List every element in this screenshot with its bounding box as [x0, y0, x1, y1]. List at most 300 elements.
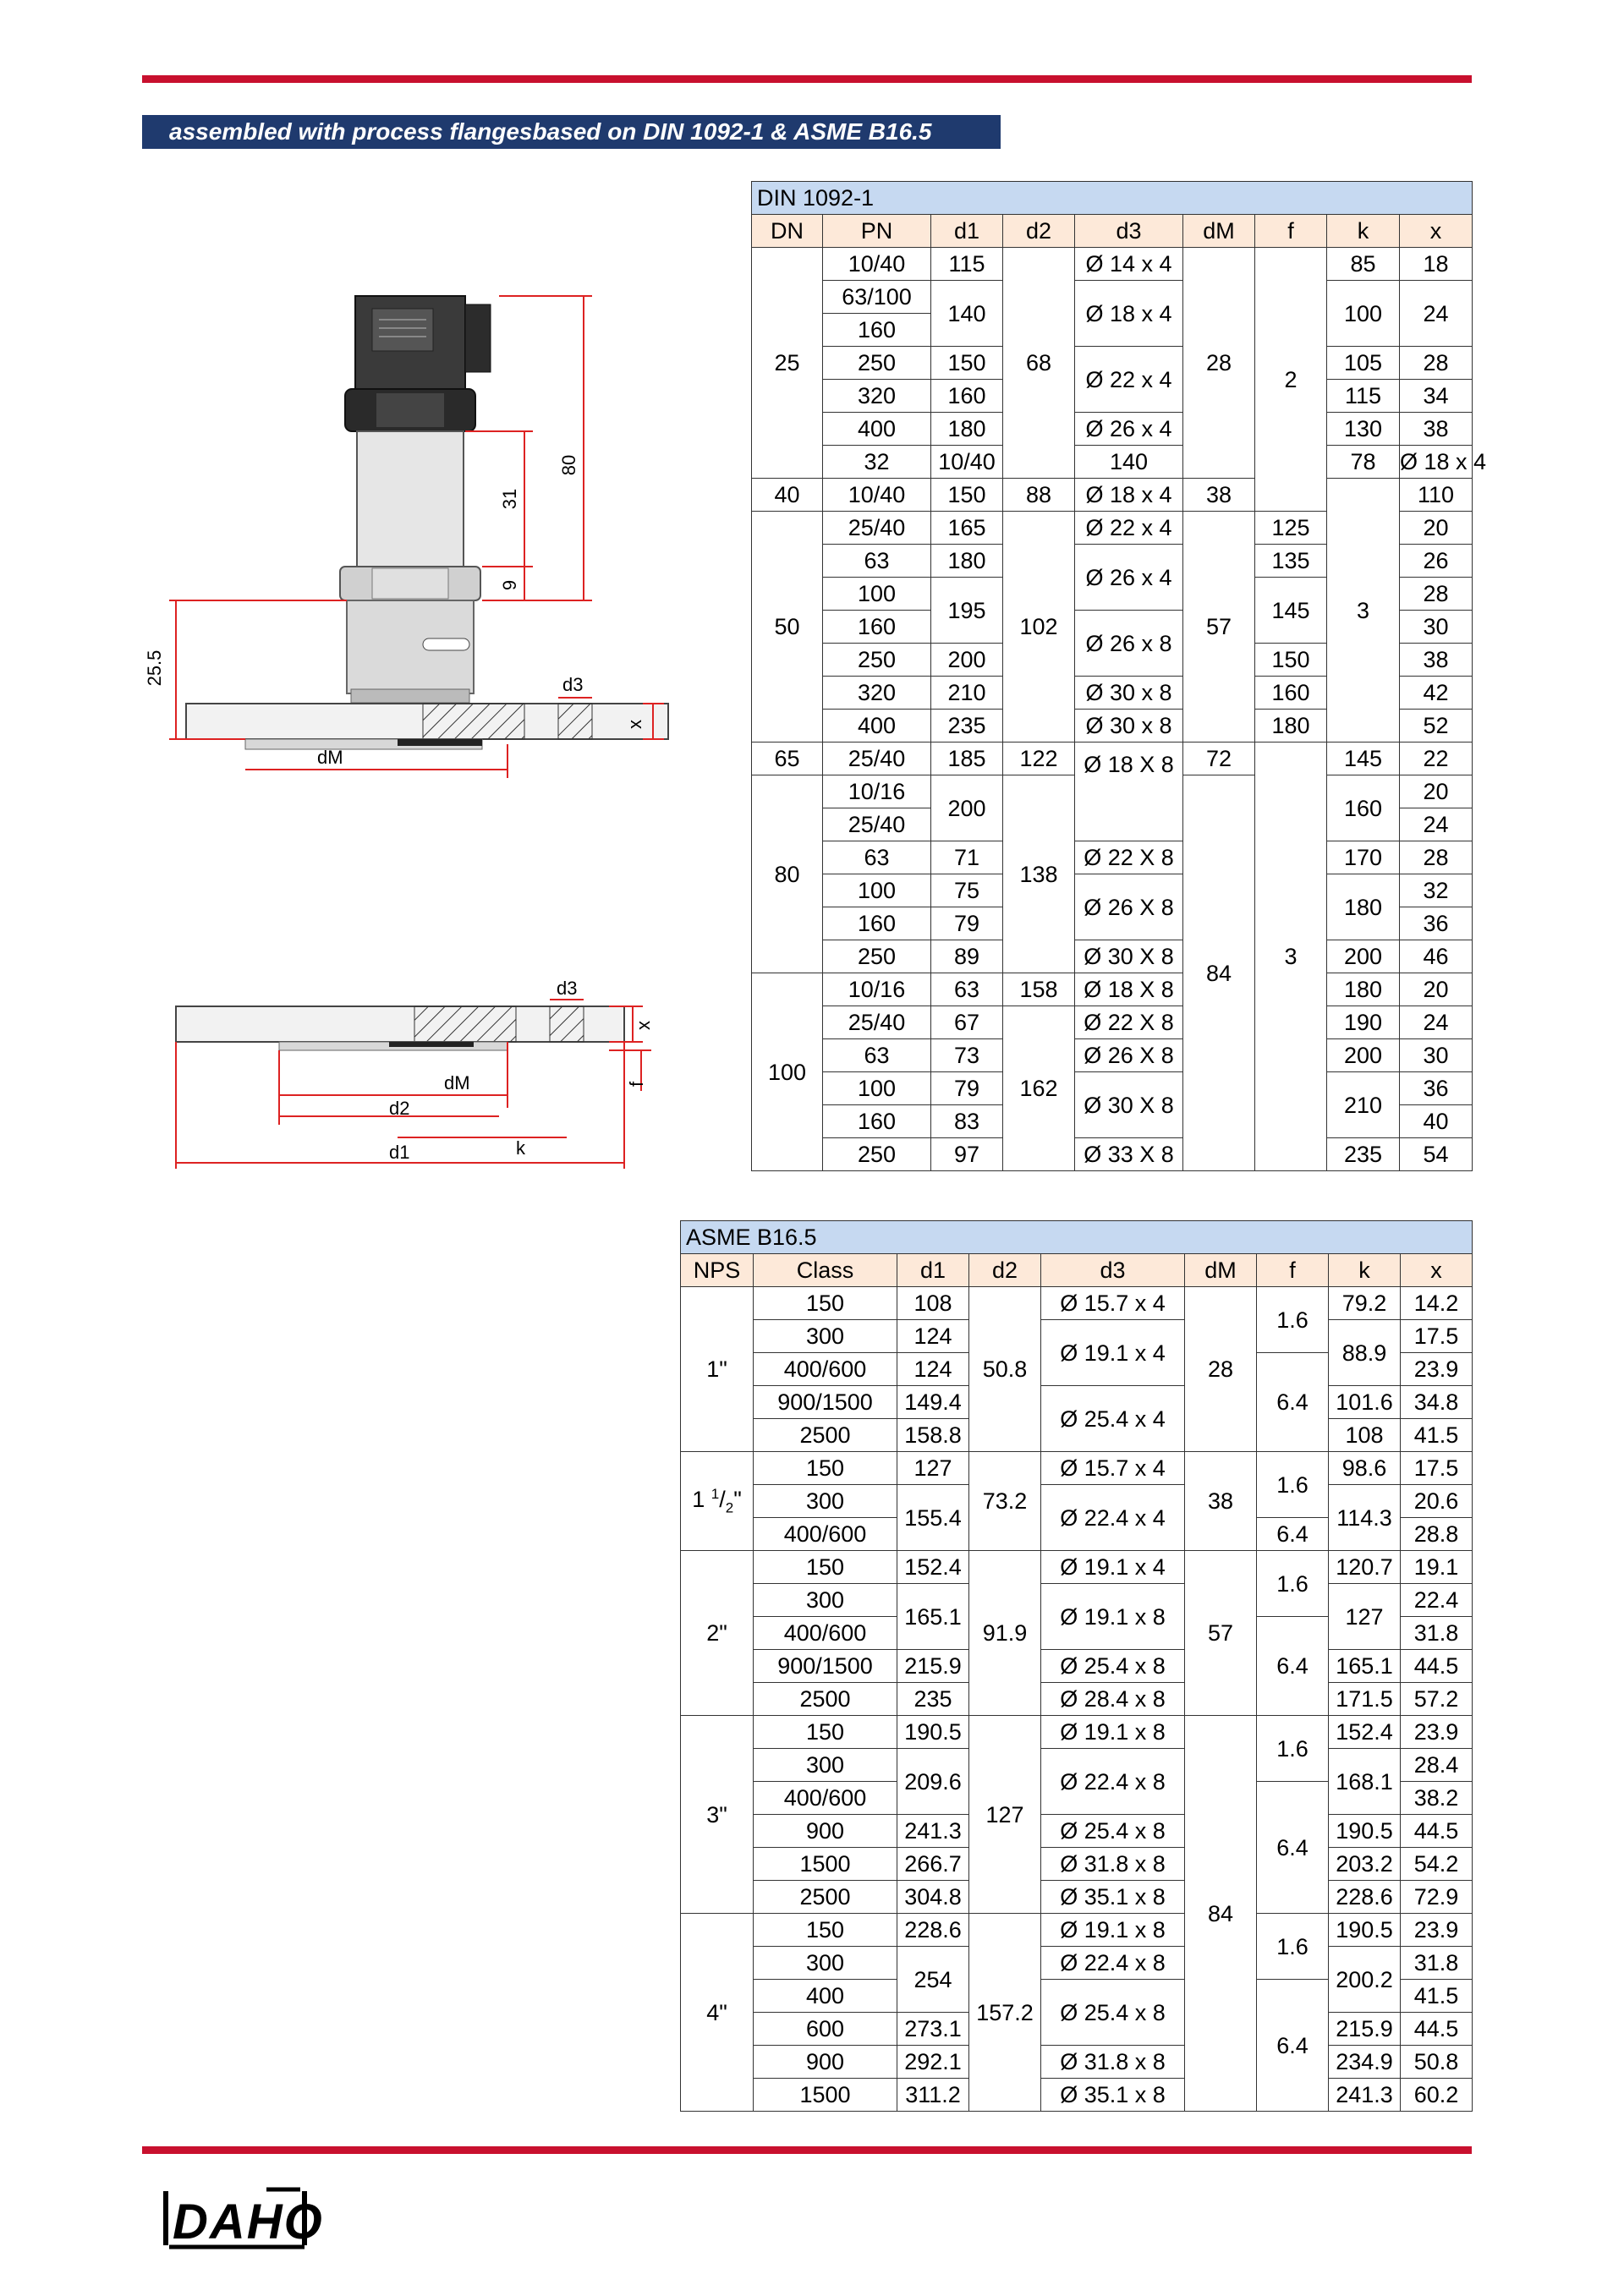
table-cell: 127: [1329, 1584, 1401, 1650]
table-cell: 122: [1003, 743, 1075, 775]
table-cell: 3: [1255, 743, 1327, 1171]
din-1092-table: [751, 181, 1487, 1171]
table-cell: 311.2: [897, 2079, 969, 2112]
table-cell: 83: [931, 1105, 1003, 1138]
nps-den: 2: [725, 1499, 734, 1516]
table-cell: 41.5: [1401, 1419, 1473, 1452]
table-cell: Ø 26 X 8: [1075, 1039, 1183, 1072]
asme-header-x: x: [1401, 1254, 1473, 1287]
table-cell: 2500: [754, 1419, 897, 1452]
bottom-red-rule: [142, 2146, 1472, 2154]
table-cell: 23.9: [1401, 1914, 1473, 1947]
table-cell: 80: [752, 775, 823, 973]
table-cell: 100: [823, 578, 931, 611]
asme-header-d1: d1: [897, 1254, 969, 1287]
daho-logo: [161, 2184, 324, 2252]
table-cell: 150: [931, 479, 1003, 512]
table-cell: 20.6: [1401, 1485, 1473, 1518]
table-cell: 38: [1185, 1452, 1257, 1551]
table-cell: Ø 25.4 x 4: [1041, 1386, 1185, 1452]
table-cell: 32: [1400, 874, 1473, 907]
table-cell: 120.7: [1329, 1551, 1401, 1584]
table-cell: 24: [1400, 1006, 1473, 1039]
table-cell: Ø 22.4 x 4: [1041, 1485, 1185, 1551]
table-cell: 32: [823, 446, 931, 479]
table-cell: 300: [754, 1584, 897, 1617]
table-cell: Ø 19.1 x 4: [1041, 1320, 1185, 1386]
table-cell: 127: [969, 1716, 1041, 1914]
logo-text: DAHO: [173, 2195, 324, 2249]
table-cell: 17.5: [1401, 1452, 1473, 1485]
table-cell: 100: [823, 874, 931, 907]
table-cell: 300: [754, 1947, 897, 1980]
din-header-d1: d1: [931, 215, 1003, 248]
din-header-k: k: [1327, 215, 1400, 248]
table-cell: 900/1500: [754, 1650, 897, 1683]
table-cell: 1500: [754, 1848, 897, 1881]
table-cell: Ø 22 x 4: [1075, 512, 1183, 545]
din-header-f: f: [1255, 215, 1327, 248]
table-cell: 110: [1400, 479, 1473, 512]
table-cell: 20: [1400, 775, 1473, 808]
table-cell: 158: [1003, 973, 1075, 1006]
table-cell: 140: [931, 281, 1003, 347]
table-cell: 135: [1255, 545, 1327, 578]
table-cell: 88: [1003, 479, 1075, 512]
din-header-d3: d3: [1075, 215, 1183, 248]
d3-label-2: d3: [557, 978, 578, 999]
table-cell: 63: [931, 973, 1003, 1006]
table-cell: 34: [1400, 380, 1473, 413]
table-cell: 160: [823, 1105, 931, 1138]
table-cell: 215.9: [1329, 2013, 1401, 2046]
table-cell: Ø 30 x 8: [1075, 677, 1183, 710]
asme-header-d2: d2: [969, 1254, 1041, 1287]
table-cell: 165.1: [1329, 1650, 1401, 1683]
table-cell: 190.5: [1329, 1815, 1401, 1848]
table-cell: 84: [1185, 1716, 1257, 2112]
table-cell: 78: [1327, 446, 1400, 479]
table-cell: 25/40: [823, 808, 931, 841]
table-cell: 17.5: [1401, 1320, 1473, 1353]
table-cell: 10/40: [823, 479, 931, 512]
table-cell: 400: [754, 1980, 897, 2013]
table-cell: 235: [897, 1683, 969, 1716]
table-cell: Ø 22.4 x 8: [1041, 1749, 1185, 1815]
table-cell: Ø 26 x 4: [1075, 413, 1183, 446]
table-cell: 400/600: [754, 1518, 897, 1551]
table-cell: 200: [1327, 940, 1400, 973]
table-cell: 900: [754, 1815, 897, 1848]
table-cell: 165: [931, 512, 1003, 545]
table-cell: 150: [754, 1914, 897, 1947]
table-cell: 79.2: [1329, 1287, 1401, 1320]
table-cell: 160: [1327, 775, 1400, 841]
table-cell: 40: [752, 479, 823, 512]
table-cell: 101.6: [1329, 1386, 1401, 1419]
table-cell: 28.8: [1401, 1518, 1473, 1551]
table-cell: 400: [823, 413, 931, 446]
table-cell: Ø 22 x 4: [1075, 347, 1183, 413]
table-cell: 22.4: [1401, 1584, 1473, 1617]
k-label: k: [516, 1137, 525, 1159]
table-cell: 250: [823, 1138, 931, 1171]
table-cell: 210: [1327, 1072, 1400, 1138]
nps-whole: 1: [692, 1486, 711, 1512]
table-cell: 168.1: [1329, 1749, 1401, 1815]
table-cell: 320: [823, 677, 931, 710]
table-cell: 23.9: [1401, 1716, 1473, 1749]
table-cell: 6.4: [1257, 1518, 1329, 1551]
table-cell: 3": [681, 1716, 754, 1914]
table-cell: Ø 33 X 8: [1075, 1138, 1183, 1171]
table-cell: 1.6: [1257, 1716, 1329, 1782]
table-cell: 185: [931, 743, 1003, 775]
table-cell: 3: [1327, 479, 1400, 743]
table-cell: 100: [823, 1072, 931, 1105]
dm-label-2: dM: [444, 1072, 470, 1093]
table-cell: 40: [1400, 1105, 1473, 1138]
table-cell: 38: [1400, 644, 1473, 677]
table-cell: Ø 19.1 x 8: [1041, 1716, 1185, 1749]
table-cell: 160: [931, 380, 1003, 413]
table-cell: 180: [931, 545, 1003, 578]
table-cell: 400/600: [754, 1353, 897, 1386]
table-cell: 6.4: [1257, 1617, 1329, 1716]
table-cell: 215.9: [897, 1650, 969, 1683]
table-cell: 57: [1183, 512, 1255, 743]
asme-header-d3: d3: [1041, 1254, 1185, 1287]
table-cell: 65: [752, 743, 823, 775]
table-cell: 145: [1327, 743, 1400, 775]
table-cell: 300: [754, 1485, 897, 1518]
table-cell: 190.5: [1329, 1914, 1401, 1947]
table-cell: 165.1: [897, 1584, 969, 1650]
table-cell: 160: [823, 907, 931, 940]
table-cell: 6.4: [1257, 1980, 1329, 2112]
table-cell: 42: [1400, 677, 1473, 710]
asme-header-k: k: [1329, 1254, 1401, 1287]
table-cell: 171.5: [1329, 1683, 1401, 1716]
table-cell: Ø 25.4 x 8: [1041, 1815, 1185, 1848]
table-cell: 145: [1255, 578, 1327, 644]
top-red-rule: [142, 75, 1472, 83]
table-cell: 235: [931, 710, 1003, 743]
table-cell: 85: [1327, 248, 1400, 281]
table-cell: Ø 19.1 x 8: [1041, 1584, 1185, 1650]
din-header-dn: DN: [752, 215, 823, 248]
table-cell: 124: [897, 1320, 969, 1353]
table-cell: 38: [1183, 479, 1255, 512]
nps-inch: ": [733, 1486, 742, 1512]
table-cell: 157.2: [969, 1914, 1041, 2112]
table-cell: 84: [1183, 775, 1255, 1171]
table-cell: 108: [897, 1287, 969, 1320]
table-cell: 24: [1400, 281, 1473, 347]
table-cell: Ø 18 x 4: [1075, 281, 1183, 347]
table-cell: 71: [931, 841, 1003, 874]
table-cell: 180: [1327, 973, 1400, 1006]
table-cell: 241.3: [1329, 2079, 1401, 2112]
sensor-body: [357, 431, 464, 567]
dim-9-label: 9: [499, 579, 520, 591]
asme-title: ASME B16.5: [681, 1221, 1473, 1254]
table-cell: 200: [1327, 1039, 1400, 1072]
table-cell: 200.2: [1329, 1947, 1401, 2013]
table-cell: 20: [1400, 512, 1473, 545]
table-cell: 138: [1003, 775, 1075, 973]
table-cell: Ø 30 X 8: [1075, 940, 1183, 973]
table-cell: 28: [1183, 248, 1255, 479]
table-cell: 28: [1400, 347, 1473, 380]
table-cell: 150: [754, 1716, 897, 1749]
table-cell: Ø 35.1 x 8: [1041, 1881, 1185, 1914]
table-cell: 30: [1400, 611, 1473, 644]
table-cell: 19.1: [1401, 1551, 1473, 1584]
table-cell: 18: [1400, 248, 1473, 281]
table-cell: 1.6: [1257, 1452, 1329, 1518]
table-cell: 63/100: [823, 281, 931, 314]
table-cell: 72.9: [1401, 1881, 1473, 1914]
table-cell: 125: [1255, 512, 1327, 545]
table-cell: 150: [931, 347, 1003, 380]
table-cell: Ø 26 x 8: [1075, 611, 1183, 677]
table-cell: 79: [931, 907, 1003, 940]
f-label: f: [626, 1081, 647, 1087]
table-cell: Ø 19.1 x 4: [1041, 1551, 1185, 1584]
table-cell: 44.5: [1401, 1815, 1473, 1848]
table-cell: 162: [1003, 1006, 1075, 1171]
table-cell: 34.8: [1401, 1386, 1473, 1419]
table-cell: 300: [754, 1320, 897, 1353]
din-header-dm: dM: [1183, 215, 1255, 248]
table-cell: [681, 1452, 754, 1551]
table-cell: Ø 30 x 8: [1075, 710, 1183, 743]
table-cell: 68: [1003, 248, 1075, 479]
table-cell: Ø 25.4 x 8: [1041, 1650, 1185, 1683]
table-cell: 28.4: [1401, 1749, 1473, 1782]
table-cell: 88.9: [1329, 1320, 1401, 1386]
table-cell: 400/600: [754, 1782, 897, 1815]
table-cell: 23.9: [1401, 1353, 1473, 1386]
table-cell: 210: [931, 677, 1003, 710]
table-cell: 50.8: [969, 1287, 1041, 1452]
table-cell: 400: [823, 710, 931, 743]
table-cell: 1.6: [1257, 1914, 1329, 1980]
table-cell: 41.5: [1401, 1980, 1473, 2013]
table-cell: Ø 35.1 x 8: [1041, 2079, 1185, 2112]
table-cell: 152.4: [1329, 1716, 1401, 1749]
table-cell: Ø 28.4 x 8: [1041, 1683, 1185, 1716]
x-label-2: x: [633, 1021, 654, 1030]
d1-label: d1: [389, 1142, 410, 1163]
table-cell: 25: [752, 248, 823, 479]
table-cell: Ø 22 X 8: [1075, 841, 1183, 874]
table-cell: 10/16: [823, 973, 931, 1006]
table-cell: 2500: [754, 1881, 897, 1914]
transmitter-flange-drawing: [135, 271, 710, 820]
table-cell: 57.2: [1401, 1683, 1473, 1716]
table-cell: 91.9: [969, 1551, 1041, 1716]
table-cell: 4": [681, 1914, 754, 2112]
table-cell: 54: [1400, 1138, 1473, 1171]
table-cell: 60.2: [1401, 2079, 1473, 2112]
dim-25-5-label: 25.5: [144, 649, 165, 687]
table-cell: Ø 14 x 4: [1075, 248, 1183, 281]
table-cell: 266.7: [897, 1848, 969, 1881]
table-cell: 241.3: [897, 1815, 969, 1848]
table-cell: 10/16: [823, 775, 931, 808]
table-cell: 228.6: [1329, 1881, 1401, 1914]
table-cell: 30: [1400, 1039, 1473, 1072]
table-cell: 1.6: [1257, 1551, 1329, 1617]
table-cell: 234.9: [1329, 2046, 1401, 2079]
dm-label: dM: [317, 747, 343, 768]
din-title: DIN 1092-1: [752, 182, 1473, 215]
section-banner: assembled with process flangesbased on DIN 1092-1 & ASME B16.5: [142, 115, 1001, 149]
table-cell: 600: [754, 2013, 897, 2046]
table-cell: 10/40: [931, 446, 1003, 479]
table-cell: 31.8: [1401, 1617, 1473, 1650]
table-cell: 254: [897, 1947, 969, 2013]
table-cell: 14.2: [1401, 1287, 1473, 1320]
table-cell: Ø 18 X 8: [1075, 973, 1183, 1006]
table-cell: 1.6: [1257, 1287, 1329, 1353]
table-cell: 44.5: [1401, 2013, 1473, 2046]
table-cell: 54.2: [1401, 1848, 1473, 1881]
table-cell: 149.4: [897, 1386, 969, 1419]
table-cell: 155.4: [897, 1485, 969, 1551]
table-cell: Ø 22.4 x 8: [1041, 1947, 1185, 1980]
table-cell: Ø 15.7 x 4: [1041, 1287, 1185, 1320]
table-cell: 200: [931, 644, 1003, 677]
table-cell: Ø 26 x 4: [1075, 545, 1183, 611]
table-cell: 190.5: [897, 1716, 969, 1749]
table-cell: 160: [823, 314, 931, 347]
din-header-x: x: [1400, 215, 1473, 248]
table-cell: 22: [1400, 743, 1473, 775]
table-cell: 73.2: [969, 1452, 1041, 1551]
table-cell: 20: [1400, 973, 1473, 1006]
table-cell: 115: [931, 248, 1003, 281]
table-cell: 900: [754, 2046, 897, 2079]
table-cell: 89: [931, 940, 1003, 973]
table-cell: Ø 18 x 4: [1400, 446, 1473, 479]
table-cell: 25/40: [823, 1006, 931, 1039]
nps-slash: /: [719, 1486, 726, 1512]
table-cell: 250: [823, 940, 931, 973]
table-cell: 180: [1255, 710, 1327, 743]
table-cell: 36: [1400, 907, 1473, 940]
table-cell: Ø 19.1 x 8: [1041, 1914, 1185, 1947]
table-cell: 63: [823, 841, 931, 874]
table-cell: 152.4: [897, 1551, 969, 1584]
table-cell: 160: [1255, 677, 1327, 710]
table-cell: 98.6: [1329, 1452, 1401, 1485]
table-cell: 100: [1327, 281, 1400, 347]
table-cell: 79: [931, 1072, 1003, 1105]
table-cell: 114.3: [1329, 1485, 1401, 1551]
table-cell: 6.4: [1257, 1353, 1329, 1452]
table-cell: 209.6: [897, 1749, 969, 1815]
table-cell: 180: [931, 413, 1003, 446]
table-cell: 228.6: [897, 1914, 969, 1947]
table-cell: Ø 18 x 4: [1075, 479, 1183, 512]
table-cell: 160: [823, 611, 931, 644]
table-cell: 180: [1327, 874, 1400, 940]
table-cell: 130: [1327, 413, 1400, 446]
table-cell: 900/1500: [754, 1386, 897, 1419]
asme-b16-5-table: [680, 1220, 1473, 2112]
table-cell: 105: [1327, 347, 1400, 380]
din-header-pn: PN: [823, 215, 931, 248]
table-cell: 170: [1327, 841, 1400, 874]
table-cell: 108: [1329, 1419, 1401, 1452]
table-cell: 140: [1075, 446, 1183, 479]
asme-header-class: Class: [754, 1254, 897, 1287]
table-cell: 1": [681, 1287, 754, 1452]
asme-header-dm: dM: [1185, 1254, 1257, 1287]
table-cell: 38: [1400, 413, 1473, 446]
table-cell: 10/40: [823, 248, 931, 281]
table-cell: 44.5: [1401, 1650, 1473, 1683]
table-cell: 25/40: [823, 743, 931, 775]
table-cell: Ø 15.7 x 4: [1041, 1452, 1185, 1485]
nps-num: 1: [710, 1485, 720, 1502]
flange-detail-drawing: [135, 947, 710, 1201]
table-cell: 6.4: [1257, 1782, 1329, 1914]
table-cell: 2": [681, 1551, 754, 1716]
table-cell: 26: [1400, 545, 1473, 578]
d2-label: d2: [389, 1098, 410, 1119]
table-cell: 250: [823, 347, 931, 380]
table-cell: 24: [1400, 808, 1473, 841]
asme-header-nps: NPS: [681, 1254, 754, 1287]
table-cell: 63: [823, 545, 931, 578]
din-header-d2: d2: [1003, 215, 1075, 248]
x-label: x: [624, 720, 645, 729]
table-cell: Ø 18 X 8: [1075, 743, 1183, 841]
table-cell: 67: [931, 1006, 1003, 1039]
table-cell: 52: [1400, 710, 1473, 743]
table-cell: 195: [931, 578, 1003, 644]
table-cell: 100: [752, 973, 823, 1171]
table-cell: Ø 22 X 8: [1075, 1006, 1183, 1039]
table-cell: 38.2: [1401, 1782, 1473, 1815]
table-cell: 273.1: [897, 2013, 969, 2046]
table-cell: 2500: [754, 1683, 897, 1716]
table-cell: 304.8: [897, 1881, 969, 1914]
table-cell: 2: [1255, 248, 1327, 512]
table-cell: 50: [752, 512, 823, 743]
table-cell: 57: [1185, 1551, 1257, 1716]
table-cell: 200: [931, 775, 1003, 841]
table-cell: 72: [1183, 743, 1255, 775]
table-cell: 63: [823, 1039, 931, 1072]
table-cell: 158.8: [897, 1419, 969, 1452]
table-cell: 150: [754, 1551, 897, 1584]
table-cell: 36: [1400, 1072, 1473, 1105]
table-cell: 292.1: [897, 2046, 969, 2079]
table-cell: 150: [754, 1452, 897, 1485]
table-cell: 150: [754, 1287, 897, 1320]
table-cell: Ø 30 X 8: [1075, 1072, 1183, 1138]
asme-header-f: f: [1257, 1254, 1329, 1287]
table-cell: 97: [931, 1138, 1003, 1171]
table-cell: 50.8: [1401, 2046, 1473, 2079]
table-cell: 190: [1327, 1006, 1400, 1039]
table-cell: 150: [1255, 644, 1327, 677]
